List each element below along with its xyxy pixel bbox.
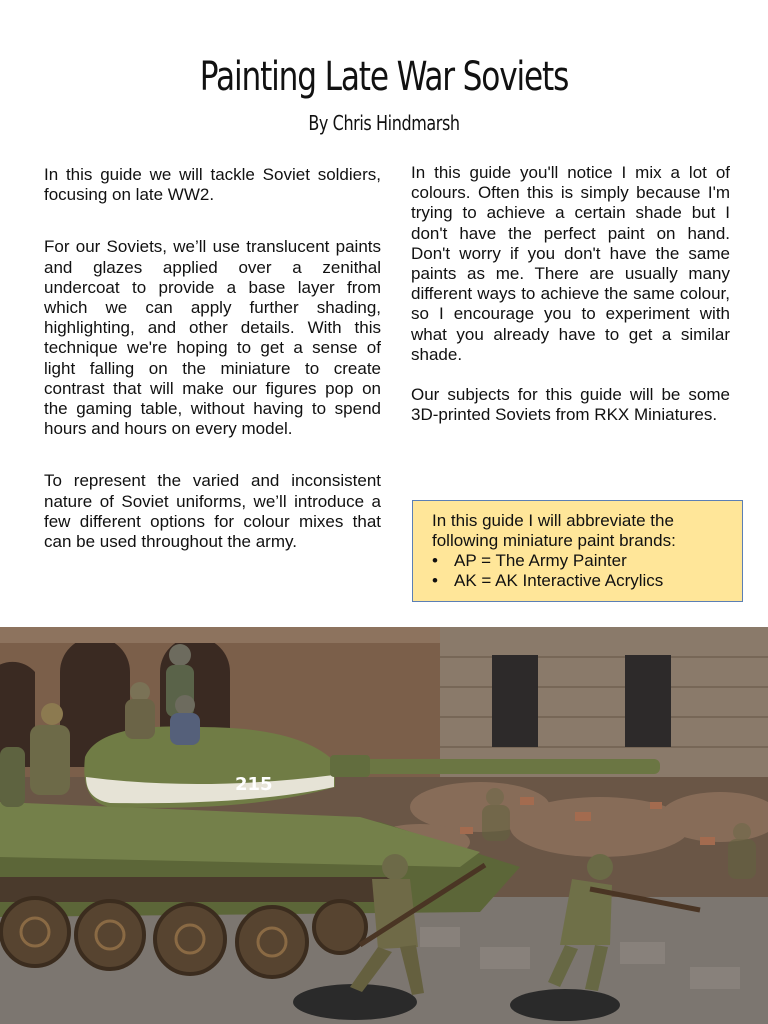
abbreviation-note-box xyxy=(412,500,743,602)
abbreviation-list xyxy=(432,551,732,591)
left-paragraph-intro: In this guide we will tackle Soviet soldiers, focusing on late WW2. xyxy=(44,165,381,205)
right-paragraph-subjects: Our subjects for this guide will be some 3D-printed Soviets from RKX Miniatures. xyxy=(411,385,730,425)
left-column xyxy=(44,165,381,552)
note-intro: In this guide I will abbreviate the following miniature paint brands: xyxy=(432,511,676,550)
right-paragraph-mixing: In this guide you'll notice I mix a lot of colours. Often this is simply because I'm trying to achieve a certain shade but I don't have the perfect paint on hand. Don't worry if you don't have the same paints as me. There are usually many different ways to achieve the same colour, so I encourage you to experiment with what you already have to get a similar shade. xyxy=(411,163,730,364)
left-paragraph-technique: For our Soviets, we’ll use translucent paints and glazes applied over a zenithal undercoat to provide a base layer from which we can apply further shading, highlighting, and other details. With this technique we're hoping to get a sense of light falling on the miniature to create contrast that will make our figures pop on the gaming table, without having to spend hours and hours on every model. xyxy=(44,237,381,439)
left-paragraph-uniforms: To represent the varied and inconsistent nature of Soviet uniforms, we’ll introduce a few different options for colour mixes that can be used throughout the army. xyxy=(44,471,381,552)
tank-number: 215 xyxy=(235,774,273,795)
abbreviation-item: • AP = The Army Painter xyxy=(432,551,732,571)
page-title: Painting Late War Soviets xyxy=(199,54,569,100)
building-wall-right xyxy=(440,627,768,777)
tank-diorama-photo xyxy=(0,627,768,1024)
diorama-illustration xyxy=(0,627,768,1024)
right-column xyxy=(411,163,730,425)
author-byline: By Chris Hindmarsh xyxy=(308,111,460,135)
abbreviation-item: • AK = AK Interactive Acrylics xyxy=(432,571,732,591)
